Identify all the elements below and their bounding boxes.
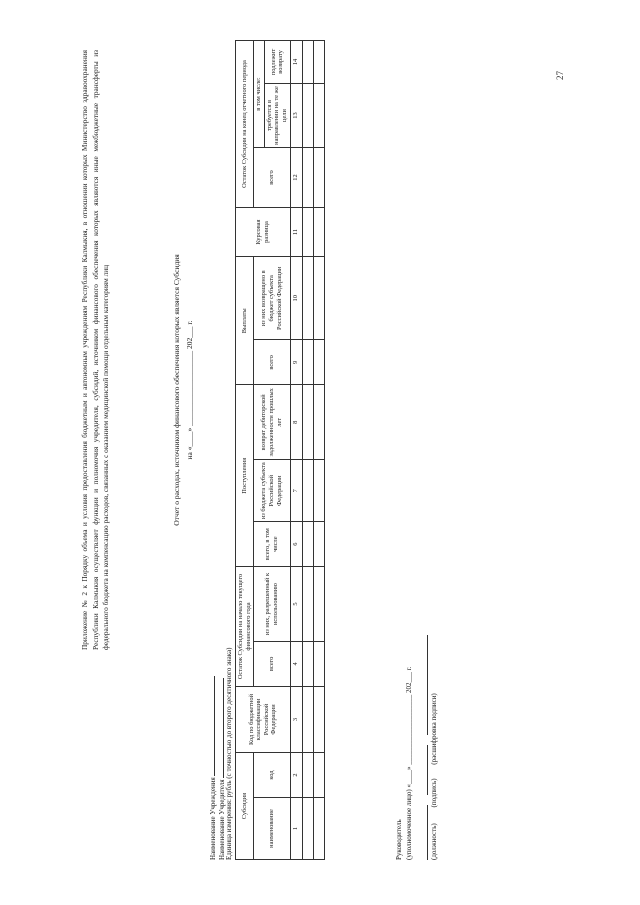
founder-name-label: Наименование Учредителя <box>218 779 226 860</box>
header-budget-code: Код по бюджетной классификации Российской Федерации <box>236 686 291 752</box>
header-balance-end: Остаток Субсидии на конец отчетного периода <box>236 41 254 208</box>
table-cell[interactable] <box>313 460 324 522</box>
header-subsidy: Субсидия <box>236 753 254 860</box>
table-cell[interactable] <box>302 567 313 642</box>
column-number: 14 <box>290 41 302 84</box>
column-number: 7 <box>290 460 302 522</box>
position-field[interactable] <box>420 805 428 860</box>
table-cell[interactable] <box>313 148 324 208</box>
unit-label: Единица измерения: рубль (с точностью до второго десятичного знака) <box>225 647 233 860</box>
header-name: наименование <box>254 798 290 860</box>
table-cell[interactable] <box>302 686 313 752</box>
column-number: 9 <box>290 340 302 385</box>
header-fx-difference: Курсовая разница <box>236 207 291 256</box>
column-number-row <box>290 41 302 860</box>
header-end-required: требуется в направлении на те же цели <box>264 83 290 147</box>
column-number: 13 <box>290 83 302 147</box>
table-cell[interactable] <box>302 460 313 522</box>
table-cell[interactable] <box>313 641 324 686</box>
table-cell[interactable] <box>313 385 324 460</box>
footer-captions <box>430 693 438 860</box>
table-cell[interactable] <box>302 798 313 860</box>
header-end-to-return: подлежит возврату <box>264 41 290 84</box>
signature-field[interactable] <box>420 745 428 795</box>
footer-head-label: Руководитель <box>395 819 403 860</box>
table-cell[interactable] <box>302 148 313 208</box>
table-header-row-1 <box>236 41 254 860</box>
table-cell[interactable] <box>313 686 324 752</box>
header-end-including: в том числе: <box>254 41 265 148</box>
report-title: Отчет о расходах, источником финансового обеспечения которых является Субсидия <box>172 254 181 526</box>
table-cell[interactable] <box>313 798 324 860</box>
header-start-total: всего <box>254 641 290 686</box>
signature-caption: (подпись) <box>430 778 438 808</box>
footer-authorized-line: (уполномоченное лицо) «____» ____________________ 202___ г. <box>405 666 413 860</box>
table-cell[interactable] <box>302 641 313 686</box>
column-number: 12 <box>290 148 302 208</box>
column-number: 6 <box>290 522 302 567</box>
table-cell[interactable] <box>302 522 313 567</box>
table-cell[interactable] <box>313 41 324 84</box>
institution-name-label: Наименование Учреждения <box>209 777 217 860</box>
table-cell[interactable] <box>313 83 324 147</box>
header-receipts: Поступления <box>236 385 254 567</box>
header-end-total: всего <box>254 148 290 208</box>
column-number: 1 <box>290 798 302 860</box>
column-number: 5 <box>290 567 302 642</box>
table-cell[interactable] <box>313 257 324 340</box>
report-date-line: на «____» ____________________ 202___ г. <box>185 320 194 460</box>
unit-line <box>225 460 234 860</box>
column-number: 4 <box>290 641 302 686</box>
header-balance-start: Остаток Субсидии на начало текущего финансового года <box>236 567 254 687</box>
table-cell[interactable] <box>302 753 313 798</box>
table-row <box>302 41 313 860</box>
institution-name-field[interactable] <box>207 676 215 776</box>
position-caption: (должность) <box>430 823 438 860</box>
header-receipts-from-budget: из бюджета субъекта Российской Федерации <box>254 460 290 522</box>
header-payments-returned: из них возвращено в бюджет субъекта Российской Федерации <box>254 257 290 340</box>
table-cell[interactable] <box>313 340 324 385</box>
header-start-permitted: из них, разрешенный к использованию <box>254 567 290 642</box>
header-code: код <box>254 753 290 798</box>
table-cell[interactable] <box>302 83 313 147</box>
header-payments-total: всего <box>254 340 290 385</box>
column-number: 8 <box>290 385 302 460</box>
table-row <box>313 41 324 860</box>
header-payments: Выплаты <box>236 257 254 385</box>
founder-name-field[interactable] <box>216 678 224 778</box>
decoding-caption: (расшифровка подписи) <box>430 693 438 765</box>
table-cell[interactable] <box>302 385 313 460</box>
table-cell[interactable] <box>302 340 313 385</box>
decoding-field[interactable] <box>420 636 428 736</box>
table-cell[interactable] <box>302 257 313 340</box>
table-cell[interactable] <box>313 753 324 798</box>
table-cell[interactable] <box>302 207 313 256</box>
table-cell[interactable] <box>313 567 324 642</box>
table-cell[interactable] <box>313 207 324 256</box>
header-receipts-total: всего, в том числе <box>254 522 290 567</box>
column-number: 10 <box>290 257 302 340</box>
table-cell[interactable] <box>313 522 324 567</box>
column-number: 3 <box>290 686 302 752</box>
column-number: 11 <box>290 207 302 256</box>
column-number: 2 <box>290 753 302 798</box>
page-number: 27 <box>555 71 565 80</box>
report-table <box>235 40 325 860</box>
appendix-note: Приложение № 2 к Порядку объема и условия предоставления бюджетным и автономным учреждениям Республики Калмыкия, в отношении которых Министерство здравоохранения Республики Калмыкия осуществляет функции и полномочия учредителя, субсидий, источником финансового обеспечения которых являются иные межбюджетные трансферты из федерального бюджета на компенсацию расходов, связанных с оказанием медицинской помощи отдельным категориям лиц <box>80 50 111 650</box>
header-receipts-refund: возврат дебиторской задолженности прошлых лет <box>254 385 290 460</box>
table-cell[interactable] <box>302 41 313 84</box>
footer-signature-row <box>420 636 430 861</box>
